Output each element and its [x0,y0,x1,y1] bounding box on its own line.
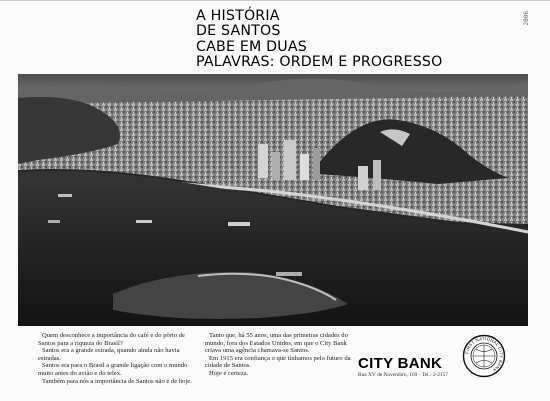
headline [196,9,456,70]
body-column-2 [205,332,355,378]
headline-line: A HISTÓRIA [196,8,280,24]
body-paragraph: Santos era para o Brasil a grande ligação com o mundo muito antes do avião e do telex. [38,362,188,377]
aerial-photo [18,74,528,326]
body-paragraph: Tanto que, há 55 anos, uma das primeiras cidades do mundo, fora dos Estados Unidos, em que o City Bank criava uma agência chamava-se Santos. [205,332,348,355]
bank-address: Rua XV de Novembro, 169 · Tel.: 2-2157 [358,372,449,378]
body-paragraph: Hoje é certeza. [209,369,249,377]
svg-text:FIRST NATIONAL CITY BANK: FIRST NATIONAL CITY BANK [464,335,505,373]
page-number: 2006 [523,11,530,26]
body-paragraph: Também para nós a importância de Santos não é de hoje. [42,377,192,385]
headline-line: PALAVRAS: ORDEM E PROGRESSO [196,53,443,70]
body-paragraph: Santos era a grande estrada, quando ainda não havia estradas. [38,347,180,362]
body-paragraph: Quem desconhece a importância do café e do pôrto de Santos para a riqueza do Brasil? [38,332,185,347]
body-paragraph: Em 1915 era confiança o que tínhamos pelo futuro da cidade de Santos. [205,354,351,370]
headline-line: DE SANTOS [196,23,281,40]
bank-seal-icon [462,334,506,378]
body-column-1 [38,332,198,385]
bank-logo-text: CITY BANK [358,355,443,372]
headline-line: CABE EM DUAS [196,38,307,55]
